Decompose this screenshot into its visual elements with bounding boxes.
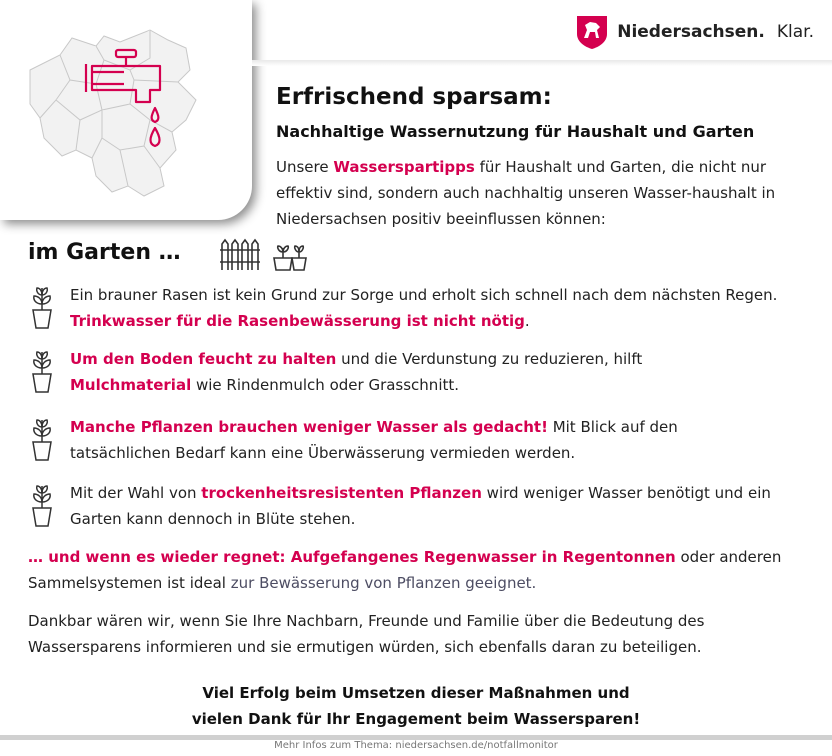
rain-paragraph	[28, 544, 788, 596]
section-heading: im Garten …	[28, 240, 181, 265]
tip-text	[70, 346, 670, 398]
tip-item	[26, 414, 806, 466]
tip-text-highlight-2: Mulchmaterial	[70, 376, 192, 394]
tip-text	[70, 282, 806, 334]
intro-text	[276, 154, 826, 232]
intro-before: Unsere	[276, 158, 334, 176]
horse-crest-icon	[575, 14, 609, 50]
intro-after: für Haushalt und Garten, die nicht nur effektiv sind, sondern auch nachhaltig unseren Wasser-haushalt in Niedersachsen positiv beeinflussen können:	[276, 158, 776, 228]
tip-text	[70, 480, 790, 532]
tip-text-highlight: trockenheitsresistenten Pflanzen	[201, 484, 482, 502]
plant-pots-icon	[274, 246, 306, 270]
potted-plant-icon	[26, 480, 58, 528]
closing-text	[0, 680, 832, 732]
page-title: Erfrischend sparsam:	[276, 84, 552, 110]
potted-plant-icon	[26, 346, 58, 394]
tip-text-after: Mit Blick auf den tatsächlichen Bedarf kann eine Überwässerung vermieden werden.	[70, 418, 678, 462]
closing-line-2: vielen Dank für Ihr Engagement beim Wassersparen!	[191, 710, 641, 728]
potted-plant-icon	[26, 282, 58, 330]
footer-link-text: Mehr Infos zum Thema: niedersachsen.de/notfallmonitor	[274, 740, 558, 751]
rain-middle: oder anderen Sammelsystemen ist ideal	[28, 548, 782, 592]
map-card	[0, 0, 252, 220]
tip-text-after: wie Rindenmulch oder Grasschnitt.	[191, 376, 460, 394]
intro-highlight: Wasserspartipps	[333, 158, 475, 176]
tip-text-highlight: Trinkwasser für die Rasenbewässerung ist nicht nötig	[70, 312, 525, 330]
tip-text-before: Ein brauner Rasen ist kein Grund zur Sorge und erholt sich schnell nach dem nächsten Regen.	[70, 286, 778, 304]
tip-text-after: wird weniger Wasser benötigt und ein Garten kann dennoch in Blüte stehen.	[70, 484, 771, 528]
tip-text-highlight: Um den Boden feucht zu halten	[70, 350, 337, 368]
lower-saxony-map	[0, 0, 252, 220]
tip-text-after: .	[524, 312, 530, 330]
tip-text-before: Mit der Wahl von	[70, 484, 202, 502]
tip-text-middle: und die Verdunstung zu reduzieren, hilft	[336, 350, 643, 368]
page-subtitle: Nachhaltige Wassernutzung für Haushalt und Garten	[276, 122, 755, 141]
header-divider	[252, 60, 832, 66]
appeal-paragraph: Dankbar wären wir, wenn Sie Ihre Nachbarn, Freunde und Familie über die Bedeutung des Wassersparens informieren und sie ermutigen würden, sich ebenfalls daran zu beteiligen.	[28, 612, 705, 656]
potted-plant-icon	[26, 414, 58, 462]
tip-item	[26, 282, 806, 334]
garden-icons	[218, 234, 308, 274]
tip-text-highlight: Manche Pflanzen brauchen weniger Wasser als gedacht!	[70, 418, 548, 436]
closing-line-1: Viel Erfolg beim Umsetzen dieser Maßnahmen und	[202, 684, 630, 702]
tip-text	[70, 414, 730, 466]
brand-name: Niedersachsen.	[617, 22, 765, 42]
tip-item	[26, 346, 806, 398]
rain-highlight: … und wenn es wieder regnet: Aufgefangenes Regenwasser in Regentonnen	[28, 548, 676, 566]
tip-item	[26, 480, 806, 532]
brand-logo	[575, 12, 814, 52]
fence-icon	[220, 240, 260, 270]
rain-muted: zur Bewässerung von Pflanzen geeignet.	[230, 574, 537, 592]
brand-claim: Klar.	[776, 22, 814, 42]
